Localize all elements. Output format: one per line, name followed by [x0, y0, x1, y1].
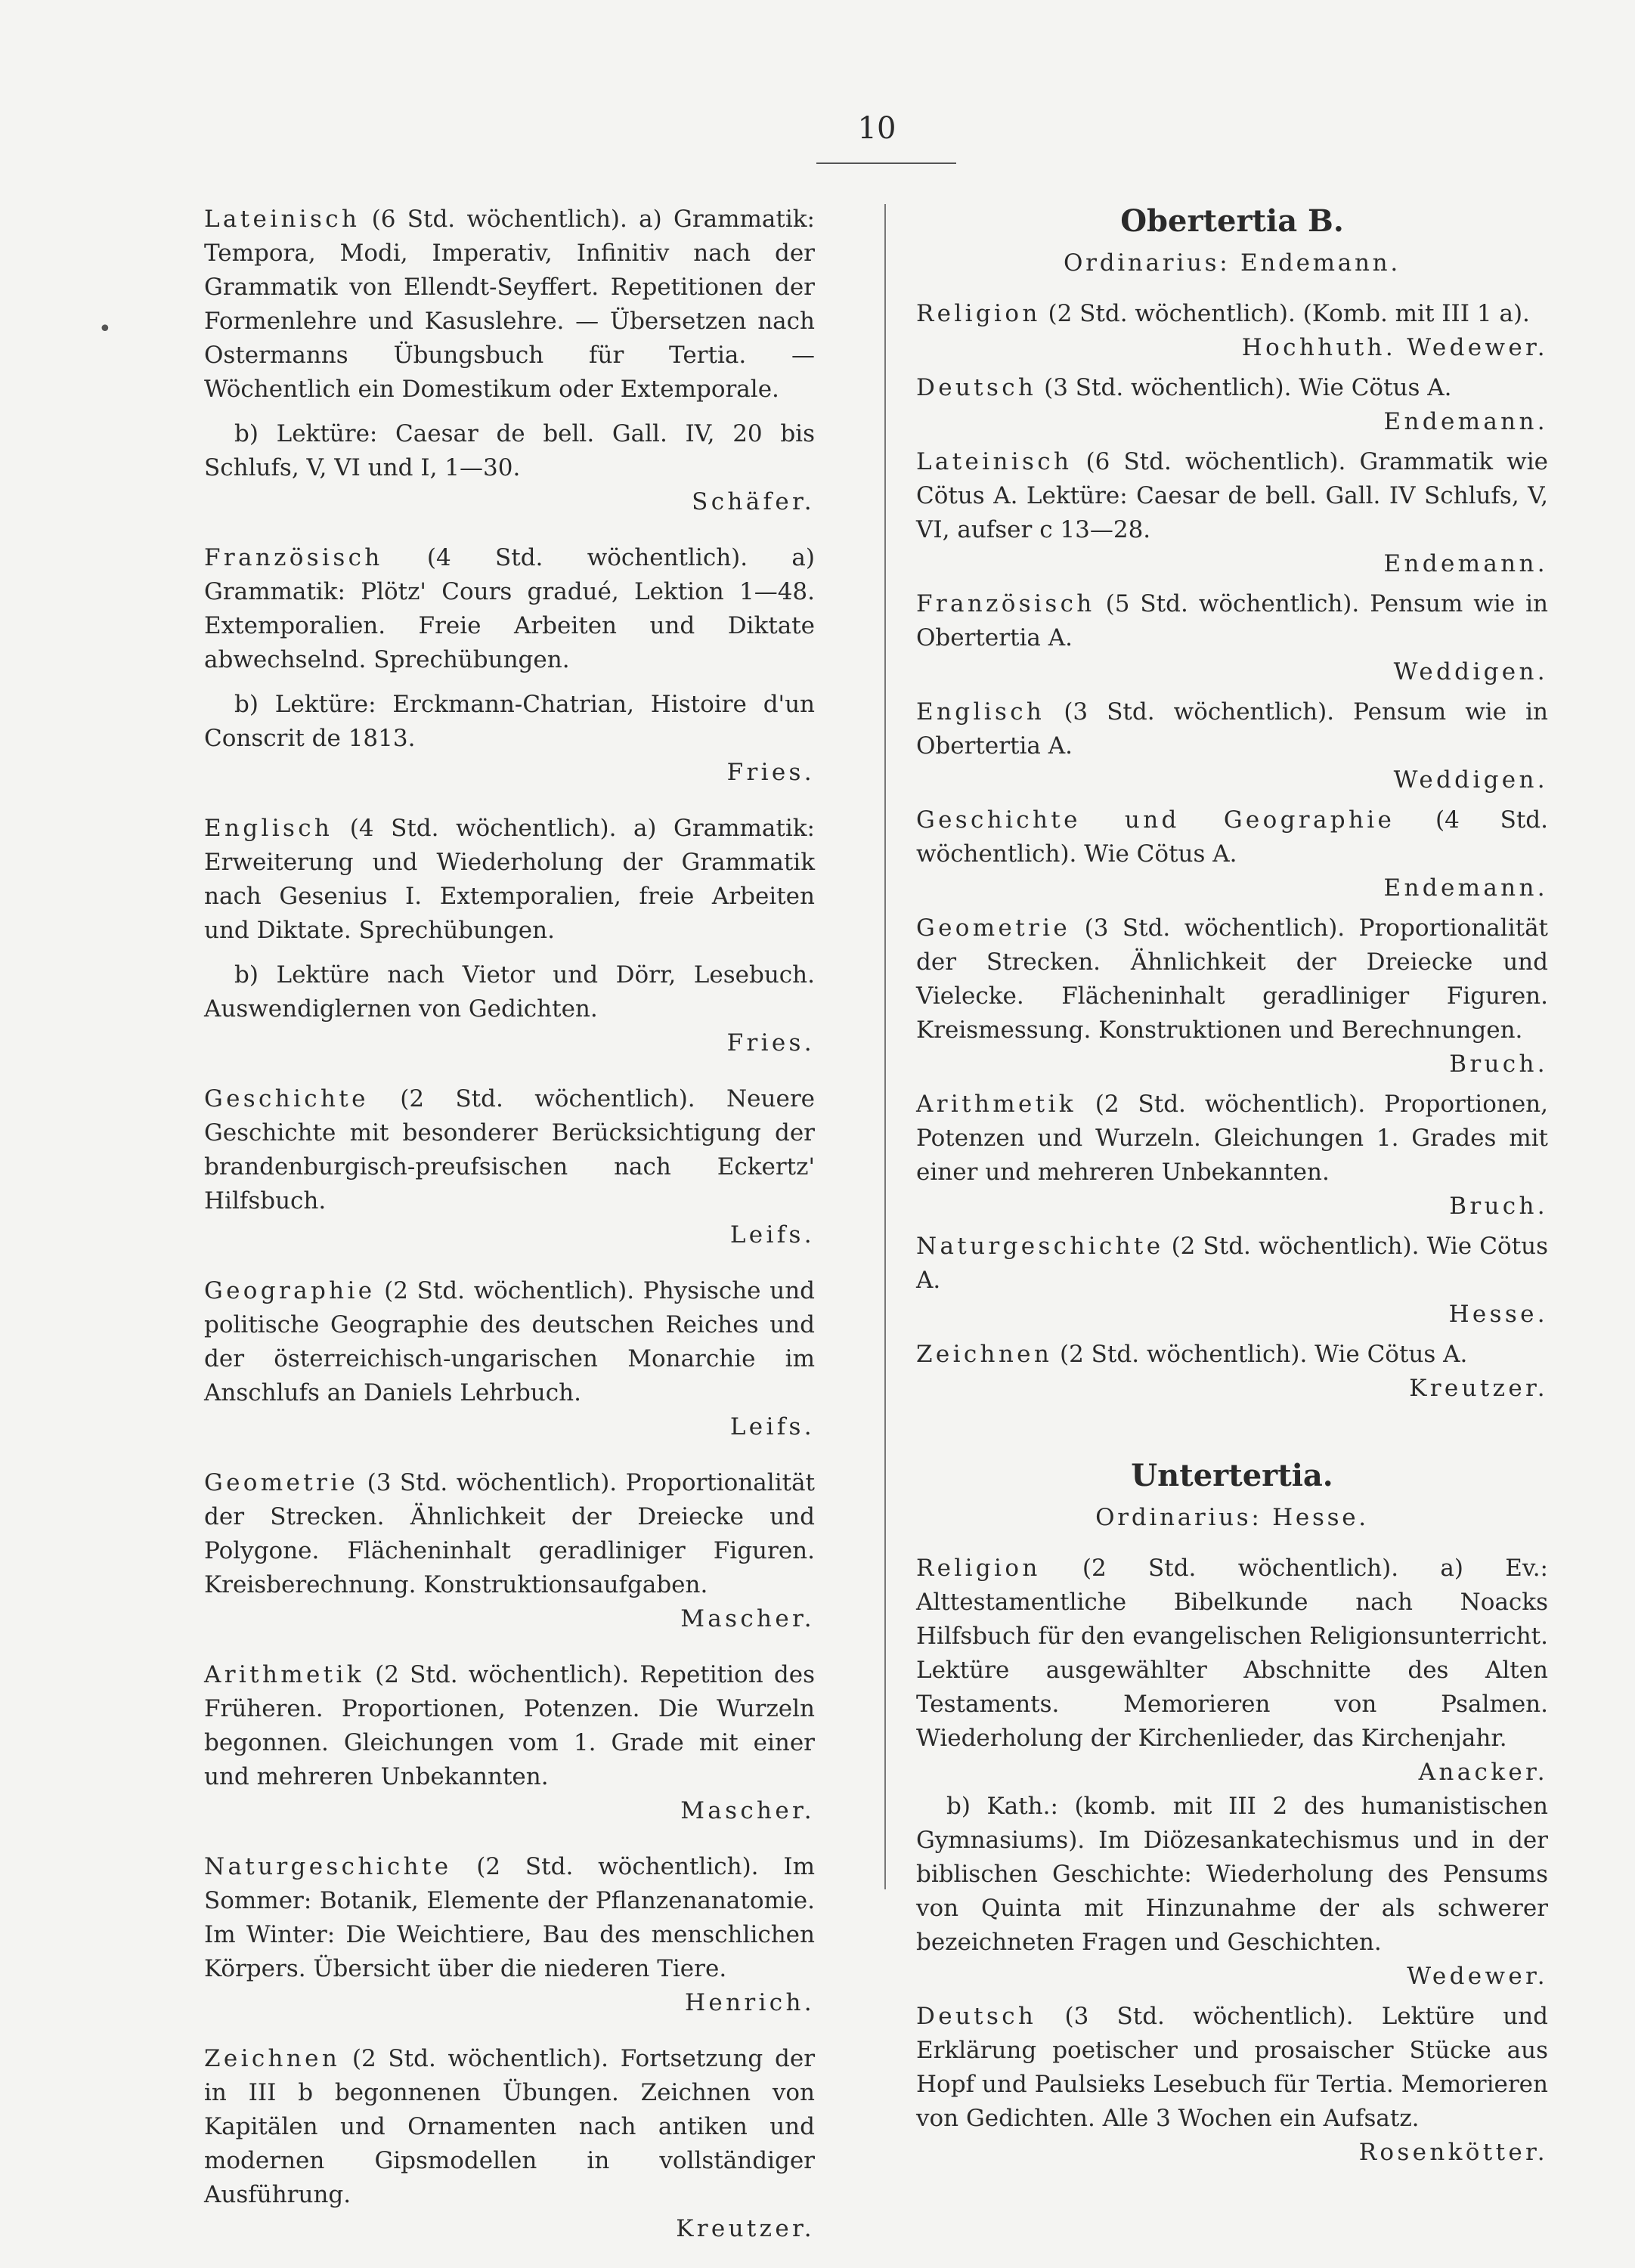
ob-entry-lateinisch — [916, 445, 1548, 581]
teacher-name: Weddigen. — [1393, 658, 1548, 685]
subject-label: Naturgeschichte — [916, 1233, 1164, 1260]
entry-text: (2 Std. wöchentlich). Repetition des Früheren. Proportionen, Potenzen. Die Wurzeln begonnen. Gleichungen vom 1. Grade mit einer und mehreren Unbekannten. — [204, 1661, 816, 1790]
ob-entry-geschichte-geographie — [916, 803, 1548, 905]
entry-text: (2 Std. wöchentlich). Neuere Geschichte mit besonderer Berücksichtigung der brandenburgisch-preufsischen nach Eckertz' Hilfsbuch. — [204, 1085, 815, 1214]
subject-label: Französisch — [204, 544, 383, 571]
section-gap — [916, 1412, 1548, 1457]
subject-label: Naturgeschichte — [204, 1853, 452, 1880]
entry-text: (3 Std. wöchentlich). Proportionalität der Strecken. Ähnlichkeit der Dreiecke und Polygone. Flächeninhalt geradliniger Figuren. Kreisberechnung. Konstruktionsaufgaben. — [204, 1469, 816, 1598]
entry-englisch — [204, 812, 815, 1060]
teacher-name: Endemann. — [1383, 550, 1548, 577]
teacher-name: Fries. — [726, 1029, 815, 1057]
ob-entry-deutsch — [916, 371, 1548, 439]
section-heading-untertertia: Untertertia. — [1131, 1458, 1333, 1493]
subject-label: Religion — [916, 300, 1041, 327]
subject-label: Deutsch — [916, 2003, 1037, 2030]
teacher-name: Leifs. — [729, 1413, 815, 1440]
entry-text: (2 Std. wöchentlich). Proportionen, Potenzen und Wurzeln. Gleichungen 1. Grades mit einer und mehreren Unbekannten. — [916, 1091, 1548, 1186]
left-column — [204, 203, 815, 2268]
entry-text: (2 Std. wöchentlich). Wie Cötus A. — [916, 1233, 1548, 1294]
subject-label: Zeichnen — [204, 2045, 341, 2072]
ob-entry-naturgeschichte — [916, 1230, 1548, 1332]
subject-label: Lateinisch — [916, 448, 1073, 475]
subject-label: Zeichnen — [916, 1341, 1053, 1368]
subject-label: Lateinisch — [204, 206, 361, 233]
subject-label: Geschichte und Geographie — [916, 806, 1395, 834]
entry-text: (2 Std. wöchentlich). Wie Cötus A. — [1059, 1341, 1468, 1368]
teacher-name: Henrich. — [685, 1989, 815, 2016]
subject-label: Französisch — [916, 590, 1095, 617]
entry-text: (3 Std. wöchentlich). Lektüre und Erklärung poetischer und prosaischer Stücke aus Hopf und Paulsieks Lesebuch für Tertia. Memorieren von Gedichten. Alle 3 Wochen ein Aufsatz. — [916, 2003, 1548, 2132]
entry-text: (6 Std. wöchentlich). a) Grammatik: Tempora, Modi, Imperativ, Infinitiv nach der Grammatik von Ellendt-Seyffert. Repetitionen der Formenlehre und Kasuslehre. — Übersetzen nach Ostermanns Übungsbuch für Tertia. — Wöchentlich ein Domestikum oder Extemporale. — [204, 206, 815, 403]
margin-mark-icon: • — [98, 316, 112, 342]
entry-arithmetik — [204, 1658, 815, 1828]
teacher-name: Wedewer. — [1407, 1963, 1548, 1990]
subject-label: Arithmetik — [204, 1661, 364, 1688]
ob-entry-franzoesisch — [916, 587, 1548, 689]
teacher-name: Kreutzer. — [676, 2215, 815, 2242]
entry-text: (4 Std. wöchentlich). a) Grammatik: Plötz' Cours gradué, Lektion 1—48. Extemporalien. Freie Arbeiten und Diktate abwechselnd. Sprechübungen. — [204, 544, 815, 673]
entry-text: (3 Std. wöchentlich). Proportionalität der Strecken. Ähnlichkeit der Dreiecke und Vielecke. Flächeninhalt geradliniger Figuren. Kreismessung. Konstruktionen und Berechnungen. — [916, 914, 1549, 1044]
subject-label: Arithmetik — [916, 1091, 1076, 1118]
teacher-name: Hochhuth. Wedewer. — [1241, 334, 1548, 361]
entry-text: (2 Std. wöchentlich). (Komb. mit III 1 a). — [1048, 300, 1530, 327]
ob-entry-geometrie — [916, 911, 1548, 1081]
teacher-name: Leifs. — [729, 1221, 815, 1248]
right-column — [916, 203, 1548, 2192]
subject-label: Geographie — [204, 1277, 376, 1304]
teacher-name: Bruch. — [1449, 1193, 1548, 1220]
entry-text: (6 Std. wöchentlich). Grammatik wie Cötus A. Lektüre: Caesar de bell. Gall. IV Schlufs, V, VI, aufser c 13—28. — [916, 448, 1548, 543]
column-divider — [884, 204, 886, 1889]
entry-geographie — [204, 1274, 815, 1444]
entry-text: b) Lektüre: Caesar de bell. Gall. IV, 20 bis Schlufs, V, VI und I, 1—30. — [204, 420, 815, 481]
entry-text: (3 Std. wöchentlich). Pensum wie in Obertertia A. — [916, 698, 1548, 760]
entry-text: (4 Std. wöchentlich). a) Grammatik: Erweiterung und Wiederholung der Grammatik nach Gesenius I. Extemporalien, freie Arbeiten und Diktate. Sprechübungen. — [204, 815, 815, 944]
subject-label: Religion — [916, 1555, 1041, 1582]
entry-lateinisch — [204, 203, 815, 519]
teacher-name: Mascher. — [680, 1605, 815, 1632]
ut-entry-religion — [916, 1552, 1548, 1994]
entry-geometrie — [204, 1466, 815, 1636]
ordinarius-obertertia: Ordinarius: Endemann. — [1064, 249, 1401, 277]
entry-text: b) Lektüre: Erckmann-Chatrian, Histoire d'un Conscrit de 1813. — [204, 691, 815, 752]
subject-label: Deutsch — [916, 374, 1037, 401]
teacher-name: Schäfer. — [692, 488, 815, 515]
teacher-name: Hesse. — [1448, 1301, 1548, 1328]
teacher-name: Endemann. — [1383, 874, 1548, 902]
teacher-name: Endemann. — [1383, 408, 1548, 435]
ob-entry-englisch — [916, 695, 1548, 797]
teacher-name: Bruch. — [1449, 1050, 1548, 1078]
header-rule — [816, 162, 956, 164]
subject-label: Englisch — [916, 698, 1045, 726]
teacher-name: Kreutzer. — [1409, 1375, 1548, 1402]
entry-text: (3 Std. wöchentlich). Wie Cötus A. — [1044, 374, 1452, 401]
entry-text: b) Lektüre nach Vietor und Dörr, Lesebuch. Auswendiglernen von Gedichten. — [204, 961, 815, 1023]
page-number: 10 — [857, 111, 896, 146]
teacher-name: Mascher. — [680, 1797, 815, 1824]
entry-text: (5 Std. wöchentlich). Pensum wie in Obertertia A. — [916, 590, 1548, 651]
entry-geschichte — [204, 1082, 815, 1252]
entry-text: (4 Std. wöchentlich). Wie Cötus A. — [916, 806, 1548, 868]
entry-text: b) Kath.: (komb. mit III 2 des humanistischen Gymnasiums). Im Diözesankatechismus und in der biblischen Geschichte: Wiederholung des Pensums von Quinta mit Hinzunahme der als schwerer bezeichneten Fragen und Geschichten. — [916, 1793, 1548, 1956]
subject-label: Geschichte — [204, 1085, 369, 1112]
subject-label: Englisch — [204, 815, 333, 842]
ob-entry-arithmetik — [916, 1088, 1548, 1224]
entry-text: (2 Std. wöchentlich). Physische und politische Geographie des deutschen Reiches und der österreichisch-ungarischen Monarchie im Anschlufs an Daniels Lehrbuch. — [204, 1277, 815, 1406]
teacher-name: Weddigen. — [1393, 766, 1548, 794]
section-heading-obertertia: Obertertia B. — [1120, 203, 1344, 239]
subject-label: Geometrie — [916, 914, 1071, 942]
entry-text: (2 Std. wöchentlich). Fortsetzung der in III b begonnenen Übungen. Zeichnen von Kapitälen und Ornamenten nach antiken und modernen Gipsmodellen in vollständiger Ausführung. — [204, 2045, 816, 2208]
entry-text: (2 Std. wöchentlich). a) Ev.: Alttestamentliche Bibelkunde nach Noacks Hilfsbuch für den evangelischen Religionsunterricht. Lektüre ausgewählter Abschnitte des Alten Testaments. Memorieren von Psalmen. Wiederholung der Kirchenlieder, das Kirchenjahr. — [916, 1555, 1548, 1752]
entry-naturgeschichte — [204, 1850, 815, 2020]
entry-text: (2 Std. wöchentlich). Im Sommer: Botanik, Elemente der Pflanzenanatomie. Im Winter: Die Weichtiere, Bau des menschlichen Körpers. Übersicht über die niederen Tiere. — [204, 1853, 816, 1982]
ob-entry-religion — [916, 297, 1548, 365]
ob-entry-zeichnen — [916, 1338, 1548, 1406]
ordinarius-untertertia: Ordinarius: Hesse. — [1095, 1504, 1369, 1531]
entry-franzoesisch — [204, 541, 815, 790]
ut-entry-deutsch — [916, 2000, 1548, 2170]
entry-zeichnen — [204, 2042, 815, 2246]
subject-label: Geometrie — [204, 1469, 359, 1496]
teacher-name: Fries. — [726, 759, 815, 786]
teacher-name: Rosenkötter. — [1358, 2139, 1548, 2166]
teacher-name: Anacker. — [1418, 1759, 1548, 1786]
